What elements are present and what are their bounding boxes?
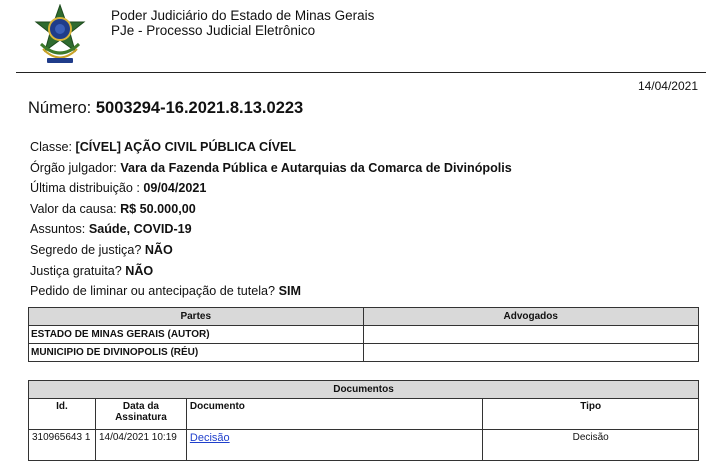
- process-fields: [30, 137, 512, 302]
- documentos-title-row: [29, 381, 699, 399]
- field-value: SIM: [278, 284, 301, 299]
- doc-documento-cell: [186, 430, 482, 461]
- document-date: 14/04/2021: [637, 79, 698, 93]
- process-number-label: Número:: [28, 99, 96, 117]
- partes-header: Partes: [29, 308, 364, 326]
- table-row: [29, 326, 699, 344]
- advogado-cell: [363, 326, 699, 344]
- header-system: PJe - Processo Judicial Eletrônico: [111, 23, 316, 38]
- field-valor-causa: [30, 199, 512, 220]
- field-label: Classe:: [30, 140, 76, 154]
- field-label: Assuntos:: [30, 222, 89, 237]
- field-label: Órgão julgador:: [30, 160, 121, 175]
- process-number-value: 5003294-16.2021.8.13.0223: [95, 99, 304, 117]
- doc-tipo-cell: Decisão: [483, 430, 699, 461]
- partes-header-row: [29, 308, 699, 326]
- field-label: Justiça gratuita?: [30, 263, 126, 278]
- field-label: Pedido de liminar ou antecipação de tutela?: [30, 284, 279, 299]
- field-label: Última distribuição :: [30, 181, 144, 196]
- field-label: Segredo de justiça?: [30, 242, 145, 257]
- process-number: [28, 99, 303, 118]
- field-label: Valor da causa:: [30, 201, 121, 216]
- field-value: Vara da Fazenda Pública e Autarquias da Comarca de Divinópolis: [120, 160, 512, 175]
- documento-header: Documento: [186, 399, 482, 430]
- field-ultima-distribuicao: [30, 178, 512, 199]
- table-row: [29, 430, 699, 461]
- documentos-header-row: [29, 399, 699, 430]
- document-header: [0, 0, 720, 74]
- parte-cell: MUNICIPIO DE DIVINOPOLIS (RÉU): [29, 344, 364, 362]
- field-segredo-justica: [30, 240, 512, 261]
- field-assuntos: [30, 219, 512, 240]
- partes-table: [28, 307, 699, 362]
- field-value: Saúde, COVID-19: [88, 222, 192, 237]
- doc-data-cell: 14/04/2021 10:19: [95, 430, 186, 461]
- table-row: [29, 344, 699, 362]
- field-value: NÃO: [125, 263, 154, 278]
- brazil-coat-of-arms-icon: [33, 4, 87, 68]
- documento-link[interactable]: Decisão: [189, 432, 230, 444]
- field-value: [CÍVEL] AÇÃO CIVIL PÚBLICA CÍVEL: [75, 140, 297, 154]
- documentos-table: [28, 380, 699, 461]
- field-classe: [30, 137, 512, 158]
- advogado-cell: [363, 344, 699, 362]
- field-justica-gratuita: [30, 261, 512, 282]
- field-value: 09/04/2021: [143, 181, 207, 196]
- field-pedido-liminar: [30, 281, 512, 302]
- header-divider: [16, 72, 706, 73]
- field-orgao-julgador: [30, 158, 512, 179]
- doc-id-cell: 310965643 1: [29, 430, 96, 461]
- id-header: Id.: [29, 399, 96, 430]
- data-assinatura-header: Data da Assinatura: [95, 399, 186, 430]
- parte-cell: ESTADO DE MINAS GERAIS (AUTOR): [29, 326, 364, 344]
- documentos-title: Documentos: [29, 381, 699, 399]
- header-institution: Poder Judiciário do Estado de Minas Gerais: [111, 8, 375, 23]
- field-value: R$ 50.000,00: [120, 201, 196, 216]
- advogados-header: Advogados: [363, 308, 699, 326]
- tipo-header: Tipo: [483, 399, 699, 430]
- field-value: NÃO: [144, 242, 173, 257]
